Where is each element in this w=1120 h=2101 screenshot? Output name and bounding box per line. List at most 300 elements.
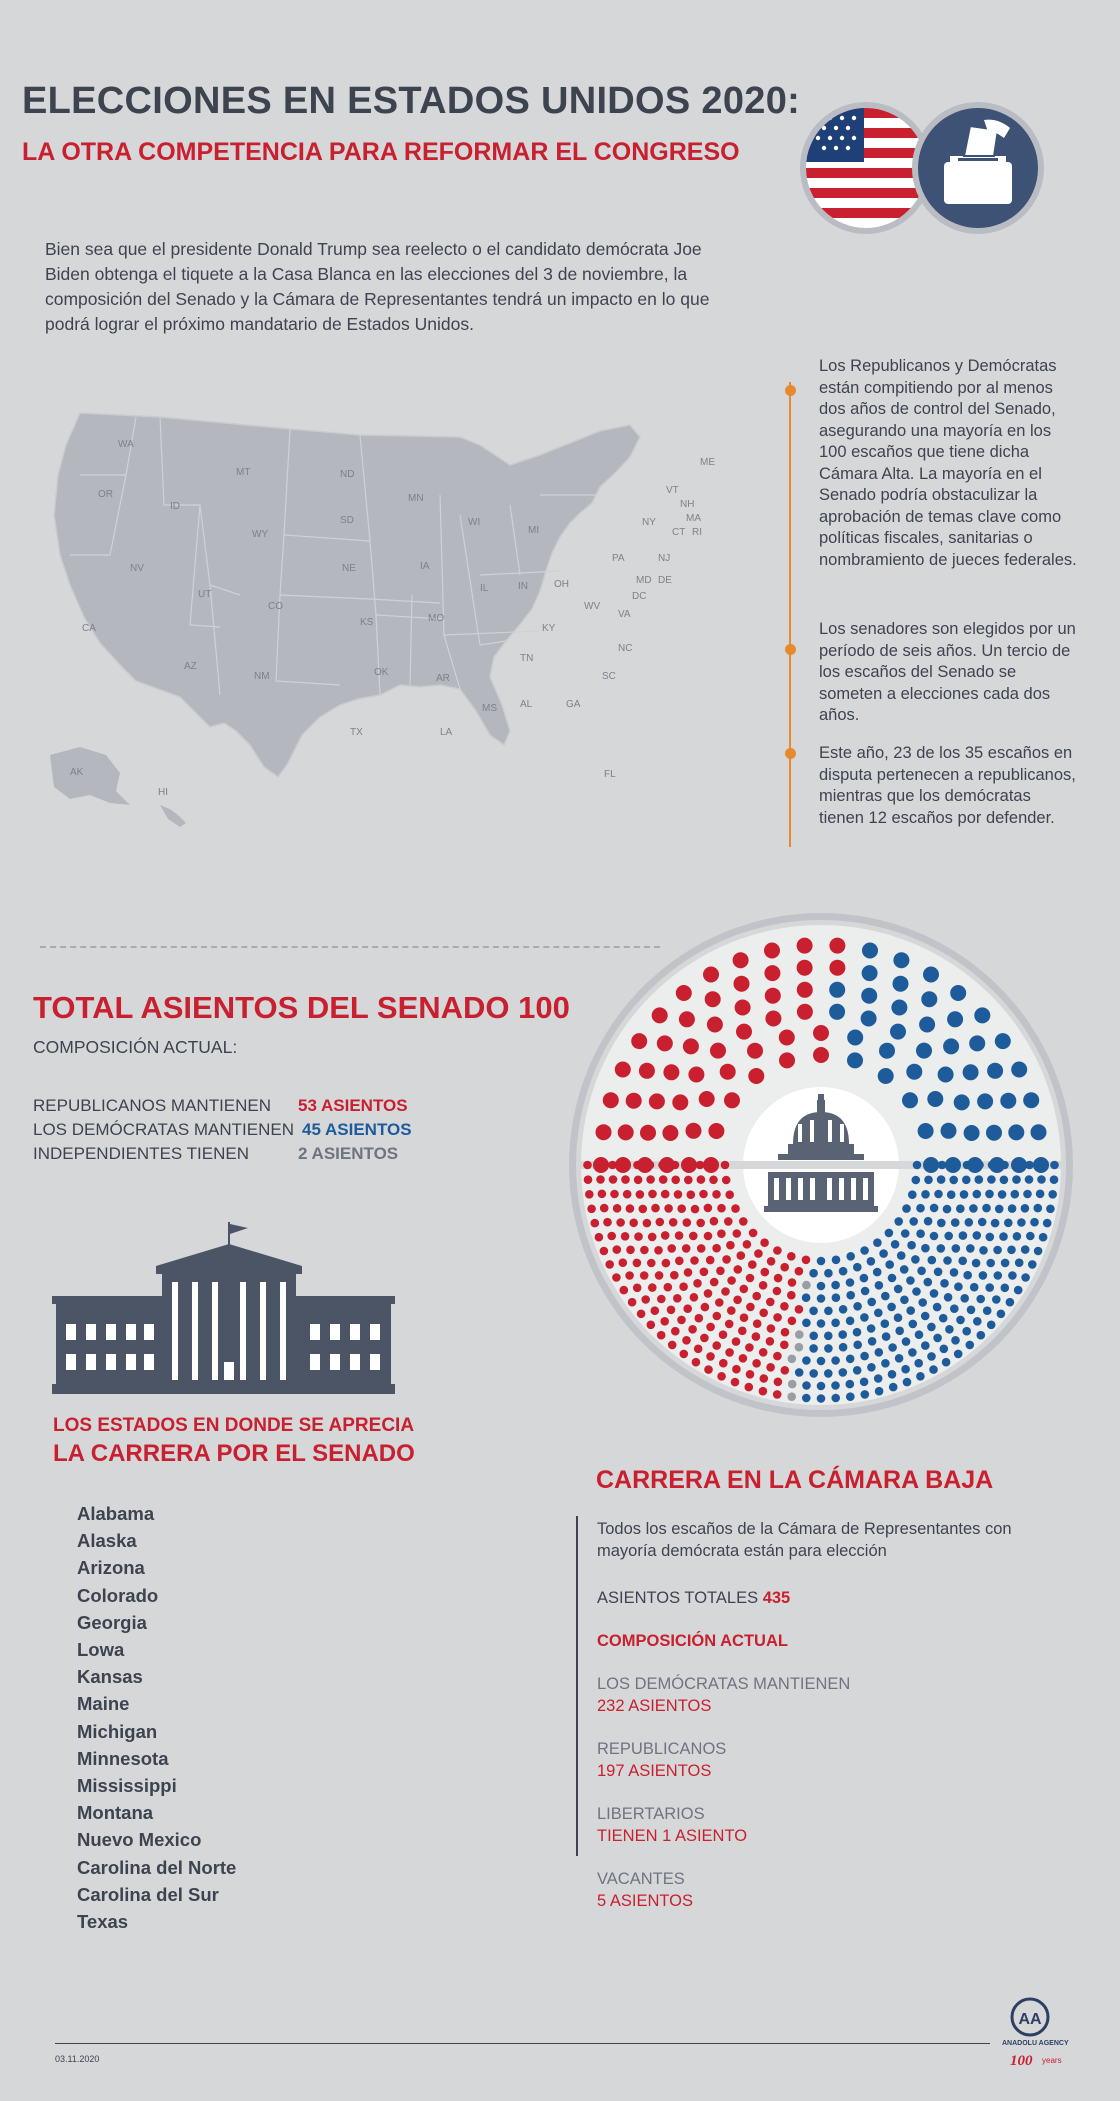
map-state-label: NY bbox=[642, 517, 656, 528]
seat-dot bbox=[868, 1337, 877, 1346]
map-state-label: MO bbox=[428, 613, 445, 624]
map-state-label: NC bbox=[618, 643, 633, 654]
map-state-label: HI bbox=[158, 787, 168, 798]
seat-dot bbox=[1026, 1232, 1035, 1241]
seat-dot bbox=[873, 1238, 882, 1247]
states-heading-line2: LA CARRERA POR EL SENADO bbox=[53, 1440, 415, 1467]
seat-dot bbox=[943, 1205, 952, 1214]
seat-dot bbox=[839, 1368, 848, 1377]
seat-dot bbox=[788, 1278, 797, 1287]
seat-dot bbox=[921, 1312, 930, 1321]
seat-dot bbox=[1021, 1204, 1030, 1213]
seat-dot bbox=[721, 1161, 730, 1170]
seat-dot bbox=[975, 1161, 984, 1170]
state-item: Nuevo Mexico bbox=[77, 1829, 202, 1851]
seat-dot bbox=[736, 1024, 752, 1040]
map-state-label: WA bbox=[118, 439, 134, 450]
seat-dot bbox=[912, 1287, 921, 1296]
seat-dot bbox=[873, 1268, 882, 1277]
seat-dot bbox=[1000, 1093, 1016, 1109]
seat-dot bbox=[648, 1283, 657, 1292]
seat-dot bbox=[941, 1123, 957, 1139]
seat-dot bbox=[749, 1229, 758, 1238]
seat-dot bbox=[713, 1312, 722, 1321]
seat-dot bbox=[710, 1278, 719, 1287]
seat-dot bbox=[795, 1267, 804, 1276]
state-item: Mississippi bbox=[77, 1775, 177, 1797]
seat-dot bbox=[903, 1378, 912, 1387]
us-map bbox=[40, 395, 740, 845]
seat-dot bbox=[1014, 1286, 1023, 1295]
seat-dot bbox=[603, 1092, 619, 1108]
seat-dot bbox=[621, 1175, 630, 1184]
seat-dot bbox=[897, 1251, 906, 1260]
house-item-libertarians bbox=[597, 1803, 747, 1847]
seat-dot bbox=[1031, 1124, 1047, 1140]
seat-dot bbox=[894, 1217, 903, 1226]
seat-dot bbox=[878, 1068, 894, 1084]
seat-dot bbox=[983, 1306, 992, 1315]
seat-dot bbox=[1046, 1205, 1055, 1214]
seat-dot bbox=[938, 1067, 954, 1083]
seat-dot bbox=[647, 1259, 656, 1268]
seat-dot bbox=[881, 1359, 890, 1368]
state-item: Colorado bbox=[77, 1584, 159, 1606]
seat-dot bbox=[867, 1363, 876, 1372]
senate-row-republican bbox=[33, 1096, 408, 1116]
seat-dot bbox=[860, 1274, 869, 1283]
seat-dot bbox=[933, 1334, 942, 1343]
seat-dot bbox=[612, 1273, 621, 1282]
seat-dot bbox=[667, 1306, 676, 1315]
seat-dot bbox=[677, 1316, 686, 1325]
seat-dot bbox=[660, 1317, 669, 1326]
seat-dot bbox=[607, 1232, 616, 1241]
seat-dot bbox=[861, 1011, 877, 1027]
seat-dot bbox=[774, 1274, 783, 1283]
seat-dot bbox=[712, 1244, 721, 1253]
seat-dot bbox=[911, 1255, 920, 1264]
seat-dot bbox=[634, 1232, 643, 1241]
seat-dot bbox=[674, 1190, 683, 1199]
seat-dot bbox=[661, 1231, 670, 1240]
seat-dot bbox=[879, 1043, 895, 1059]
state-item: Alaska bbox=[77, 1530, 137, 1552]
white-house-icon bbox=[52, 1222, 395, 1402]
seat-dot bbox=[1034, 1247, 1043, 1256]
seat-dot bbox=[752, 1332, 761, 1341]
seat-dot bbox=[950, 985, 966, 1001]
seat-dot bbox=[916, 1204, 925, 1213]
state-item: Minnesota bbox=[77, 1747, 169, 1769]
seat-dot bbox=[831, 1381, 840, 1390]
seat-dot bbox=[985, 1283, 994, 1292]
seat-dot bbox=[942, 1358, 951, 1367]
seat-dot bbox=[914, 1359, 923, 1368]
seat-dot bbox=[647, 1321, 656, 1330]
footer-date: 03.11.2020 bbox=[55, 2054, 100, 2064]
seat-dot bbox=[626, 1093, 642, 1109]
seat-dot bbox=[895, 1327, 904, 1336]
map-state-label: MA bbox=[686, 513, 701, 524]
seat-dot bbox=[853, 1366, 862, 1375]
seat-dot bbox=[969, 1204, 978, 1213]
seat-dot bbox=[696, 1219, 705, 1228]
map-state-label: MD bbox=[636, 575, 652, 586]
seat-dot bbox=[974, 1007, 990, 1023]
seat-dot bbox=[738, 1327, 747, 1336]
seat-dot bbox=[956, 1316, 965, 1325]
seat-dot bbox=[861, 1287, 870, 1296]
seat-dot bbox=[894, 1285, 903, 1294]
seat-dot bbox=[832, 1256, 841, 1265]
seat-dot bbox=[732, 1337, 741, 1346]
seat-dot bbox=[726, 1241, 735, 1250]
seat-dot bbox=[780, 1263, 789, 1272]
seat-dot bbox=[951, 1218, 960, 1227]
seat-dot bbox=[979, 1271, 988, 1280]
seat-dot bbox=[906, 1064, 922, 1080]
seat-dot bbox=[675, 1257, 684, 1266]
seat-dot bbox=[950, 1304, 959, 1313]
seat-dot bbox=[688, 1325, 697, 1334]
seat-dot bbox=[846, 1392, 855, 1401]
seat-dot bbox=[831, 1394, 840, 1403]
map-state-label: NH bbox=[680, 499, 695, 510]
seat-dot bbox=[613, 1204, 622, 1213]
seat-dot bbox=[584, 1175, 593, 1184]
seat-dot bbox=[668, 1341, 677, 1350]
seat-dot bbox=[596, 1124, 612, 1140]
us-mainland-shape bbox=[54, 413, 640, 777]
map-state-label: MT bbox=[236, 467, 251, 478]
seat-dot bbox=[962, 1176, 971, 1185]
map-state-label: NM bbox=[254, 671, 270, 682]
state-item: Kansas bbox=[77, 1666, 143, 1688]
state-item: Texas bbox=[77, 1911, 129, 1933]
seat-dot bbox=[987, 1321, 996, 1330]
seat-dot bbox=[987, 1063, 1003, 1079]
seat-dot bbox=[740, 1285, 749, 1294]
seat-dot bbox=[927, 1091, 943, 1107]
house-description: Todos los escaños de la Cámara de Representantes con mayoría demócrata están para elección bbox=[597, 1520, 1012, 1560]
seat-dot bbox=[710, 1217, 719, 1226]
seat-dot bbox=[697, 1244, 706, 1253]
seat-dot bbox=[1004, 1219, 1013, 1228]
seat-dot bbox=[603, 1218, 612, 1227]
seat-dot bbox=[659, 1175, 668, 1184]
map-state-label: CT bbox=[672, 527, 686, 538]
seat-dot bbox=[733, 952, 749, 968]
seat-dot bbox=[874, 1374, 883, 1383]
seat-dot bbox=[875, 1281, 884, 1290]
seat-dot bbox=[802, 1394, 811, 1403]
seat-dot bbox=[802, 1293, 811, 1302]
seat-dot bbox=[809, 1344, 818, 1353]
seat-dot bbox=[853, 1328, 862, 1337]
seat-dot bbox=[715, 1298, 724, 1307]
map-state-label: WI bbox=[468, 517, 481, 528]
seat-dot bbox=[651, 1306, 660, 1315]
seat-dot bbox=[623, 1190, 632, 1199]
state-item: Carolina del Norte bbox=[77, 1856, 237, 1878]
seat-dot bbox=[1021, 1245, 1030, 1254]
seat-dot bbox=[988, 1161, 997, 1170]
seat-dot bbox=[1007, 1246, 1016, 1255]
map-state-label: AL bbox=[520, 699, 533, 710]
seat-dot bbox=[754, 1249, 763, 1258]
seat-dot bbox=[1017, 1218, 1026, 1227]
seat-dot bbox=[722, 1176, 731, 1185]
seat-dot bbox=[704, 1365, 713, 1374]
seat-dot bbox=[995, 1205, 1004, 1214]
seat-dot bbox=[717, 1204, 726, 1213]
seat-dot bbox=[631, 1033, 647, 1049]
seat-dot bbox=[921, 1341, 930, 1350]
seat-dot bbox=[773, 1390, 782, 1399]
seat-dot bbox=[680, 1350, 689, 1359]
map-state-label: PA bbox=[612, 553, 625, 564]
seat-dot bbox=[1012, 1175, 1021, 1184]
seat-dot bbox=[640, 1271, 649, 1280]
house-item-label: LOS DEMÓCRATAS MANTIENEN bbox=[597, 1675, 851, 1693]
seat-dot bbox=[907, 1241, 916, 1250]
seat-dot bbox=[732, 1365, 741, 1374]
seat-dot bbox=[706, 1352, 715, 1361]
seat-dot bbox=[982, 1204, 991, 1213]
seat-dot bbox=[670, 1271, 679, 1280]
seat-dot bbox=[746, 1274, 755, 1283]
seat-dot bbox=[746, 1370, 755, 1379]
house-item-label: REPUBLICANOS bbox=[597, 1740, 727, 1758]
seat-dot bbox=[773, 1246, 782, 1255]
seat-dot bbox=[651, 1204, 660, 1213]
seat-dot bbox=[657, 1035, 673, 1051]
seat-dot bbox=[891, 1240, 900, 1249]
seat-dot bbox=[985, 1190, 994, 1199]
seat-dot bbox=[829, 938, 845, 954]
seat-dot bbox=[813, 1047, 829, 1063]
side-notes-line bbox=[789, 382, 791, 847]
seat-dot bbox=[950, 1161, 959, 1170]
seat-dot bbox=[923, 967, 939, 983]
seat-dot bbox=[992, 1295, 1001, 1304]
seat-dot bbox=[918, 1123, 934, 1139]
seat-dot bbox=[909, 1320, 918, 1329]
seat-dot bbox=[1037, 1175, 1046, 1184]
seat-dot bbox=[795, 1330, 804, 1339]
seat-dot bbox=[924, 1278, 933, 1287]
seat-dot bbox=[853, 1263, 862, 1272]
seat-dot bbox=[960, 1190, 969, 1199]
seat-dot bbox=[633, 1161, 642, 1170]
house-item-republicans bbox=[597, 1738, 726, 1782]
seat-dot bbox=[694, 1345, 703, 1354]
seat-dot bbox=[924, 1217, 933, 1226]
map-state-label: CA bbox=[82, 623, 96, 634]
seat-dot bbox=[760, 1238, 769, 1247]
seat-dot bbox=[888, 1274, 897, 1283]
seat-dot bbox=[701, 1303, 710, 1312]
house-item-label: LIBERTARIOS bbox=[597, 1805, 705, 1823]
seat-dot bbox=[671, 1161, 680, 1170]
seat-dot bbox=[1036, 1190, 1045, 1199]
seat-dot bbox=[700, 1334, 709, 1343]
seat-dot bbox=[1008, 1271, 1017, 1280]
seat-dot bbox=[951, 1336, 960, 1345]
seat-dot bbox=[774, 1378, 783, 1387]
seat-dot bbox=[734, 1265, 743, 1274]
seat-dot bbox=[960, 1294, 969, 1303]
seat-dot bbox=[867, 1298, 876, 1307]
seat-dot bbox=[613, 1245, 622, 1254]
map-state-label: SD bbox=[340, 515, 354, 526]
seat-dot bbox=[901, 1365, 910, 1374]
seat-dot bbox=[689, 1232, 698, 1241]
seat-dot bbox=[781, 1328, 790, 1337]
map-state-label: ND bbox=[340, 469, 355, 480]
seat-dot bbox=[1008, 1124, 1024, 1140]
seat-dot bbox=[781, 1366, 790, 1375]
seat-dot bbox=[824, 1344, 833, 1353]
seat-dot bbox=[797, 982, 813, 998]
seat-dot bbox=[683, 1304, 692, 1313]
seat-dot bbox=[765, 1011, 781, 1027]
seat-dot bbox=[731, 1204, 740, 1213]
senate-row-label: REPUBLICANOS MANTIENEN bbox=[33, 1096, 272, 1115]
seat-dot bbox=[646, 1161, 655, 1170]
section-divider bbox=[40, 946, 660, 948]
seat-dot bbox=[1013, 1232, 1022, 1241]
seat-dot bbox=[862, 965, 878, 981]
seat-dot bbox=[972, 1259, 981, 1268]
seat-dot bbox=[684, 1268, 693, 1277]
seat-dot bbox=[609, 1175, 618, 1184]
seat-dot bbox=[773, 1313, 782, 1322]
map-state-label: ME bbox=[700, 457, 715, 468]
seat-dot bbox=[933, 1303, 942, 1312]
seat-dot bbox=[717, 1372, 726, 1381]
seat-dot bbox=[747, 1043, 763, 1059]
seat-dot bbox=[1028, 1260, 1037, 1269]
seat-dot bbox=[664, 1204, 673, 1213]
anniversary-word: years bbox=[1042, 2056, 1062, 2065]
seat-dot bbox=[773, 1352, 782, 1361]
map-state-label: GA bbox=[566, 699, 581, 710]
seat-dot bbox=[700, 1268, 709, 1277]
hawaii-shape bbox=[160, 805, 186, 827]
seat-dot bbox=[908, 1190, 917, 1199]
seat-dot bbox=[1023, 1190, 1032, 1199]
seat-dot bbox=[930, 1232, 939, 1241]
seat-dot bbox=[1000, 1176, 1009, 1185]
seat-dot bbox=[839, 1267, 848, 1276]
side-note-bullet bbox=[785, 385, 796, 396]
seat-dot bbox=[727, 1276, 736, 1285]
seat-dot bbox=[690, 1293, 699, 1302]
map-state-label: VA bbox=[618, 609, 631, 620]
seat-dot bbox=[817, 1357, 826, 1366]
map-state-label: RI bbox=[692, 527, 702, 538]
seat-dot bbox=[733, 1229, 742, 1238]
seat-dot bbox=[591, 1219, 600, 1228]
seat-dot bbox=[657, 1295, 666, 1304]
seat-dot bbox=[973, 1317, 982, 1326]
seat-dot bbox=[919, 1017, 935, 1033]
seat-dot bbox=[766, 1337, 775, 1346]
seat-dot bbox=[912, 1176, 921, 1185]
seat-dot bbox=[915, 1330, 924, 1339]
seat-dot bbox=[740, 1313, 749, 1322]
seat-dot bbox=[797, 938, 813, 954]
seat-dot bbox=[846, 1355, 855, 1364]
seat-dot bbox=[691, 1205, 700, 1214]
seat-dot bbox=[930, 1289, 939, 1298]
seat-dot bbox=[641, 1295, 650, 1304]
seat-dot bbox=[902, 1092, 918, 1108]
seat-dot bbox=[867, 1257, 876, 1266]
side-note-2: Los senadores son elegidos por un período de seis años. Un tercio de los escaños del Senado se someten a elecciones cada dos años. bbox=[819, 620, 1076, 724]
seat-dot bbox=[605, 1260, 614, 1269]
seat-dot bbox=[629, 1219, 638, 1228]
seat-dot bbox=[766, 1298, 775, 1307]
seat-dot bbox=[626, 1246, 635, 1255]
seat-dot bbox=[986, 1233, 995, 1242]
seat-dot bbox=[712, 1341, 721, 1350]
seat-dot bbox=[743, 1240, 752, 1249]
map-state-label: AZ bbox=[184, 661, 197, 672]
seat-dot bbox=[1006, 1298, 1015, 1307]
agency-logo bbox=[1000, 1997, 1080, 2073]
seat-dot bbox=[918, 1298, 927, 1307]
seat-dot bbox=[662, 1125, 678, 1141]
seat-dot bbox=[900, 1296, 909, 1305]
seat-dot bbox=[817, 1319, 826, 1328]
seat-dot bbox=[739, 1354, 748, 1363]
seat-dot bbox=[809, 1369, 818, 1378]
seat-dot bbox=[1050, 1175, 1059, 1184]
senate-row-label: INDEPENDIENTES TIENEN bbox=[33, 1144, 250, 1163]
house-total-label: ASIENTOS TOTALES bbox=[597, 1589, 759, 1607]
seat-dot bbox=[956, 1204, 965, 1213]
seat-dot bbox=[764, 965, 780, 981]
seat-dot bbox=[994, 1271, 1003, 1280]
seat-dot bbox=[687, 1190, 696, 1199]
seat-dot bbox=[997, 1310, 1006, 1319]
seat-dot bbox=[795, 1343, 804, 1352]
seat-dot bbox=[633, 1284, 642, 1293]
senate-row-value: 2 ASIENTOS bbox=[298, 1144, 399, 1163]
seat-dot bbox=[767, 1324, 776, 1333]
house-title: CARRERA EN LA CÁMARA BAJA bbox=[596, 1466, 994, 1494]
seat-dot bbox=[965, 1218, 974, 1227]
seat-dot bbox=[671, 1176, 680, 1185]
seat-dot bbox=[937, 1244, 946, 1253]
agency-logo-mark: AA bbox=[1018, 2011, 1042, 2028]
state-item: Montana bbox=[77, 1802, 154, 1824]
seat-dot bbox=[809, 1332, 818, 1341]
seat-dot bbox=[787, 1252, 796, 1261]
seat-dot bbox=[802, 1281, 811, 1290]
seat-dot bbox=[788, 1355, 797, 1364]
seat-dot bbox=[779, 1030, 795, 1046]
seat-dot bbox=[639, 1063, 655, 1079]
house-item-value: 5 ASIENTOS bbox=[597, 1892, 693, 1910]
seat-dot bbox=[725, 1348, 734, 1357]
seat-dot bbox=[673, 1294, 682, 1303]
seat-dot bbox=[954, 1094, 970, 1110]
seat-dot bbox=[648, 1190, 657, 1199]
